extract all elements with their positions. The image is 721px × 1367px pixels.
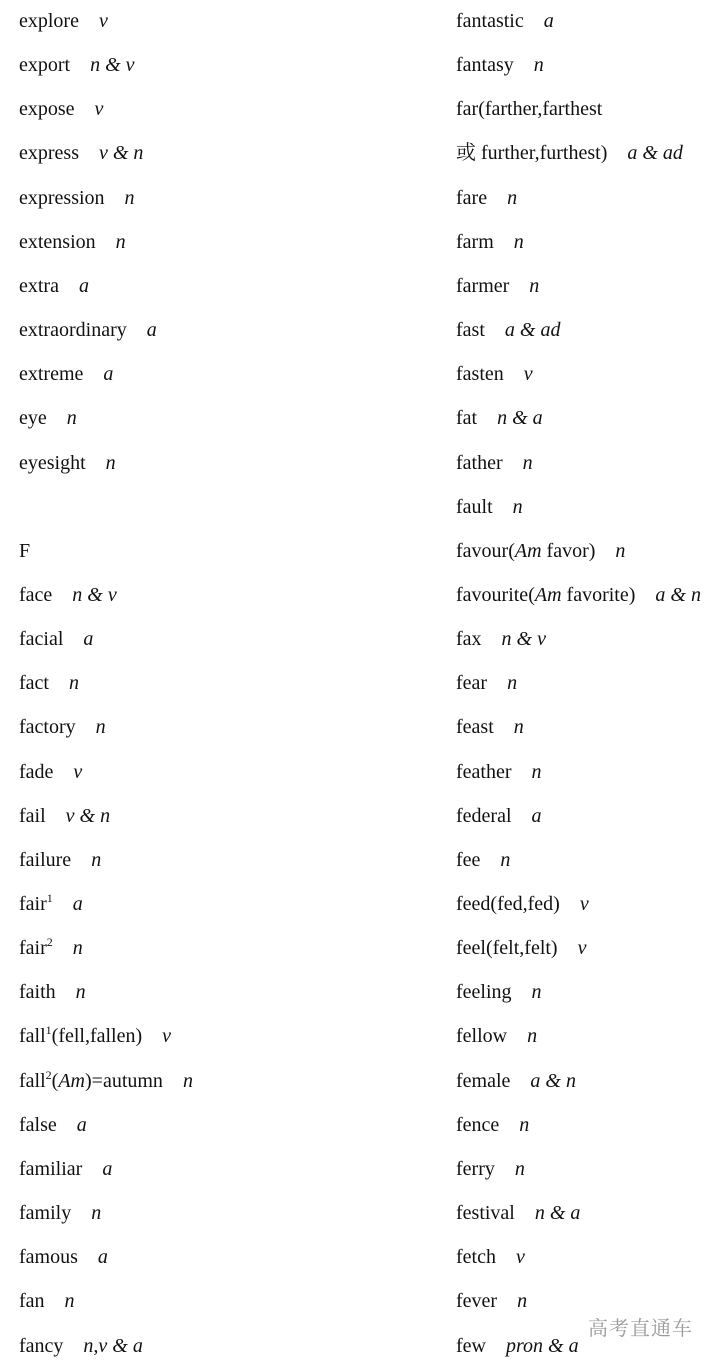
- entry-row: [19, 1154, 112, 1184]
- entry-row: [456, 536, 625, 566]
- entry-row: [19, 50, 135, 80]
- entry-row: [456, 1198, 580, 1228]
- entry-word-italic: Am: [534, 583, 562, 606]
- entry-word: [456, 1290, 497, 1312]
- entry-row: [19, 315, 157, 345]
- entry-word-text: express: [19, 142, 79, 165]
- entry-row: [456, 712, 524, 742]
- entry-part-of-speech: n: [95, 716, 106, 739]
- entry-word: [19, 716, 76, 738]
- entry-row: [456, 889, 589, 919]
- entry-part-of-speech: v & n: [65, 804, 111, 827]
- entry-word-text: few: [456, 1334, 486, 1357]
- entry-row: [456, 6, 554, 36]
- entry-word: [456, 1114, 499, 1136]
- entry-word-rest: favorite): [561, 583, 636, 606]
- entry-word: [456, 54, 514, 76]
- entry-word-text: fetch: [456, 1246, 496, 1269]
- entry-word: [456, 805, 512, 827]
- entry-row: [456, 845, 510, 875]
- entry-word: [19, 1246, 78, 1268]
- entry-row: [19, 1286, 75, 1316]
- entry-word-text: fall: [19, 1025, 46, 1048]
- entry-word-text: fever: [456, 1290, 498, 1313]
- entry-part-of-speech: a: [103, 363, 114, 386]
- entry-word-rest: favor): [541, 539, 596, 562]
- entry-word: [456, 1158, 495, 1180]
- entry-word: [19, 363, 83, 385]
- entry-superscript: 2: [46, 935, 53, 950]
- entry-row: [19, 845, 101, 875]
- entry-superscript: 1: [46, 891, 53, 905]
- entry-word: [19, 452, 86, 474]
- entry-word-text: failure: [19, 848, 72, 871]
- entry-word-text: fact: [19, 672, 49, 695]
- entry-word-text: fast: [456, 319, 485, 342]
- entry-word-text: fare: [456, 186, 488, 209]
- entry-word-text: fault: [456, 495, 493, 518]
- entry-word: [19, 937, 53, 959]
- entry-word: [456, 893, 560, 915]
- entry-word: [456, 849, 480, 871]
- entry-part-of-speech: v: [94, 98, 104, 121]
- entry-word-text: female: [456, 1069, 511, 1092]
- entry-word-italic: Am: [514, 539, 542, 562]
- entry-word: [456, 672, 487, 694]
- entry-word: [456, 981, 512, 1003]
- entry-row: [456, 271, 539, 301]
- entry-row: [19, 1331, 143, 1361]
- entry-word-text: extraordinary: [19, 319, 127, 342]
- entry-row: [19, 933, 83, 963]
- entry-part-of-speech: n: [91, 1202, 102, 1225]
- entry-word: [456, 363, 504, 385]
- entry-part-of-speech: v: [523, 363, 533, 386]
- entry-word: [456, 540, 595, 562]
- entry-part-of-speech: n & v: [72, 583, 117, 606]
- entry-part-of-speech: n: [500, 848, 511, 871]
- entry-row: [19, 138, 143, 168]
- entry-word: [19, 231, 96, 253]
- entry-part-of-speech: n: [115, 230, 126, 253]
- entry-word-text: fair: [19, 893, 47, 915]
- entry-part-of-speech: a & n: [530, 1069, 576, 1092]
- entry-part-of-speech: a & ad: [627, 142, 683, 165]
- entry-part-of-speech: a: [76, 1113, 87, 1136]
- entry-part-of-speech: n: [507, 186, 518, 209]
- entry-word: [19, 672, 49, 694]
- entry-word-text: fat: [456, 407, 478, 430]
- entry-part-of-speech: a: [543, 10, 554, 32]
- entry-word-text: fade: [19, 760, 54, 783]
- entry-word: [456, 187, 487, 209]
- entry-row: [456, 580, 701, 610]
- entry-part-of-speech: n: [531, 981, 542, 1004]
- entry-row: [456, 138, 683, 168]
- entry-word-text: facial: [19, 628, 64, 651]
- entry-row: [19, 580, 117, 610]
- entry-word-italic: Am: [58, 1069, 85, 1092]
- entry-row: [456, 977, 542, 1007]
- entry-row: [456, 359, 533, 389]
- entry-word-text: fantasy: [456, 54, 514, 77]
- entry-row: [19, 712, 106, 742]
- entry-word: [456, 142, 607, 164]
- entry-row: [19, 1021, 171, 1051]
- entry-word-text: 或 further,furthest): [456, 142, 608, 165]
- entry-word-text: famous: [19, 1246, 78, 1269]
- entry-part-of-speech: n: [66, 407, 77, 430]
- entry-part-of-speech: n: [615, 539, 626, 562]
- entry-word-text: far(farther,farthest: [456, 98, 603, 121]
- entry-part-of-speech: v & n: [98, 142, 144, 165]
- entry-word-text: faith: [19, 981, 56, 1004]
- entry-word-text: fair: [19, 937, 47, 960]
- entry-part-of-speech: v: [515, 1246, 525, 1269]
- entry-part-of-speech: n & a: [497, 407, 543, 430]
- entry-word: [19, 187, 105, 209]
- entry-word: [19, 142, 79, 164]
- entry-word-text: fall: [19, 1069, 46, 1092]
- entry-word-text: factory: [19, 716, 76, 739]
- entry-row: [456, 492, 523, 522]
- entry-word-text: fee: [456, 848, 481, 871]
- entry-part-of-speech: v: [98, 10, 108, 32]
- entry-word: [19, 1025, 142, 1047]
- entry-row: [19, 1110, 87, 1140]
- entry-part-of-speech: a & ad: [504, 319, 561, 342]
- entry-word: [19, 893, 53, 915]
- entry-part-of-speech: n: [514, 1157, 525, 1180]
- entry-word: [456, 937, 558, 959]
- entry-word: [456, 761, 512, 783]
- entry-part-of-speech: n: [75, 981, 86, 1004]
- entry-word-text: feast: [456, 716, 494, 739]
- entry-part-of-speech: a: [146, 319, 157, 342]
- entry-part-of-speech: a: [83, 628, 94, 651]
- entry-word-text: favour(: [456, 539, 515, 562]
- entry-word: [19, 1114, 57, 1136]
- entry-word: [19, 761, 53, 783]
- entry-word: [456, 628, 482, 650]
- entry-word: [456, 496, 493, 518]
- entry-word-text: fence: [456, 1113, 500, 1136]
- entry-part-of-speech: a: [72, 893, 83, 915]
- entry-word-text: fellow: [456, 1025, 508, 1048]
- entry-part-of-speech: n: [68, 672, 79, 695]
- entry-part-of-speech: n,v & a: [83, 1334, 143, 1357]
- entry-word-text: fail: [19, 804, 46, 827]
- entry-row: [19, 668, 79, 698]
- entry-word: [456, 1246, 496, 1268]
- entry-part-of-speech: a: [97, 1246, 108, 1269]
- entry-part-of-speech: v: [73, 760, 83, 783]
- entry-part-of-speech: n: [531, 760, 542, 783]
- entry-word-text: fantastic: [456, 10, 524, 32]
- entry-part-of-speech: n: [182, 1069, 193, 1092]
- entry-row: [19, 1198, 101, 1228]
- entry-row: [19, 757, 82, 787]
- entry-word-text: eye: [19, 407, 47, 430]
- entry-row: [19, 6, 108, 36]
- entry-word: [19, 1202, 71, 1224]
- entry-word-text: fancy: [19, 1334, 64, 1357]
- entry-part-of-speech: n: [91, 848, 102, 871]
- entry-word: [456, 1202, 515, 1224]
- entry-row: [456, 668, 517, 698]
- entry-row: [456, 94, 602, 124]
- entry-word: [19, 98, 75, 120]
- entry-word-text: expression: [19, 186, 105, 209]
- entry-row: [19, 1242, 108, 1272]
- entry-row: [19, 624, 93, 654]
- entry-word-text: extension: [19, 230, 96, 253]
- entry-word: [19, 319, 127, 341]
- entry-part-of-speech: v: [579, 893, 589, 915]
- entry-superscript: 2: [45, 1067, 52, 1082]
- entry-word-text: favourite(: [456, 583, 535, 606]
- entry-part-of-speech: v: [577, 937, 587, 960]
- entry-word: [19, 849, 71, 871]
- entry-word: [456, 319, 485, 341]
- entry-word: [19, 10, 79, 32]
- entry-word-text: extreme: [19, 363, 84, 386]
- entry-word-text: extra: [19, 274, 59, 297]
- entry-row: [19, 889, 83, 919]
- entry-row: [19, 536, 30, 566]
- entry-word-text: father: [456, 451, 503, 474]
- entry-row: [456, 1154, 525, 1184]
- entry-word-text: F: [19, 539, 31, 562]
- entry-row: [456, 183, 517, 213]
- entry-row: [19, 359, 113, 389]
- entry-part-of-speech: n: [105, 451, 116, 474]
- entry-row: [19, 977, 86, 1007]
- entry-word-text: feel(felt,felt): [456, 937, 558, 960]
- entry-word-rest: (fell,fallen): [51, 1025, 143, 1048]
- entry-word: [456, 1025, 507, 1047]
- entry-word-text: face: [19, 583, 53, 606]
- entry-word: [456, 407, 477, 429]
- entry-word: [19, 584, 52, 606]
- entry-row: [456, 757, 542, 787]
- entry-word: [19, 628, 63, 650]
- entry-row: [456, 1021, 537, 1051]
- entry-word-text: fasten: [456, 363, 504, 386]
- entry-word-text: fax: [456, 628, 482, 651]
- entry-word: [19, 1158, 82, 1180]
- entry-word: [456, 231, 494, 253]
- entry-part-of-speech: n: [513, 230, 524, 253]
- entry-word-rest: )=autumn: [85, 1069, 163, 1092]
- entry-word-text: expose: [19, 98, 75, 121]
- entry-word-text: explore: [19, 10, 79, 32]
- entry-row: [19, 227, 126, 257]
- entry-part-of-speech: n & v: [90, 54, 135, 77]
- entry-word: [19, 275, 59, 297]
- entry-word: [19, 54, 70, 76]
- entry-row: [456, 801, 542, 831]
- entry-row: [456, 50, 544, 80]
- entry-row: [456, 1286, 527, 1316]
- entry-part-of-speech: n: [527, 1025, 538, 1048]
- entry-part-of-speech: v: [162, 1025, 172, 1048]
- entry-part-of-speech: n: [513, 716, 524, 739]
- entry-part-of-speech: a & n: [655, 583, 701, 606]
- entry-row: [456, 227, 524, 257]
- entry-part-of-speech: n: [529, 274, 540, 297]
- entry-row: [19, 403, 77, 433]
- entry-row: [456, 1110, 529, 1140]
- entry-word: [19, 981, 56, 1003]
- entry-row: [19, 183, 135, 213]
- entry-word-text: feed(fed,fed): [456, 893, 560, 915]
- entry-word: [456, 10, 524, 32]
- entry-word-text: false: [19, 1113, 57, 1136]
- entry-word-text: export: [19, 54, 71, 77]
- entry-part-of-speech: n & a: [534, 1202, 581, 1225]
- entry-row: [456, 933, 586, 963]
- entry-word-text: feather: [456, 760, 512, 783]
- entry-word: [456, 1070, 510, 1092]
- entry-word-text: family: [19, 1202, 72, 1225]
- entry-part-of-speech: n: [522, 451, 533, 474]
- entry-word: [456, 1335, 486, 1357]
- entry-word-text: feeling: [456, 981, 512, 1004]
- entry-row: [456, 1242, 525, 1272]
- entry-word-text: festival: [456, 1202, 515, 1225]
- entry-word: [456, 275, 509, 297]
- entry-row: [456, 315, 560, 345]
- entry-row: [19, 94, 103, 124]
- entry-row: [19, 1066, 193, 1096]
- watermark: 高考直通车: [588, 1316, 693, 1340]
- entry-word-text: fan: [19, 1290, 45, 1313]
- entry-part-of-speech: n & v: [501, 628, 546, 651]
- entry-part-of-speech: n: [64, 1290, 75, 1313]
- entry-part-of-speech: n: [512, 495, 523, 518]
- entry-word: [19, 407, 47, 429]
- entry-word-text: farm: [456, 230, 494, 253]
- entry-word: [19, 1067, 163, 1092]
- entry-word-rest: (: [51, 1069, 59, 1092]
- entry-word: [19, 805, 46, 827]
- entry-row: [456, 1331, 579, 1361]
- entry-row: [456, 1066, 576, 1096]
- entry-word: [19, 1290, 45, 1312]
- entry-word: [19, 540, 30, 562]
- entry-row: [19, 271, 89, 301]
- entry-row: [456, 448, 533, 478]
- entry-word-text: farmer: [456, 274, 510, 297]
- entry-part-of-speech: a: [102, 1157, 113, 1180]
- entry-part-of-speech: n: [124, 186, 135, 209]
- entry-part-of-speech: n: [533, 54, 544, 77]
- entry-word-text: federal: [456, 804, 512, 827]
- entry-word: [19, 1335, 63, 1357]
- entry-superscript: 1: [45, 1023, 52, 1038]
- entry-part-of-speech: pron & a: [505, 1334, 579, 1357]
- entry-row: [456, 624, 546, 654]
- entry-row: [19, 801, 110, 831]
- entry-part-of-speech: n: [517, 1290, 528, 1313]
- entry-part-of-speech: a: [531, 804, 542, 827]
- entry-part-of-speech: n: [519, 1113, 530, 1136]
- entry-word-text: ferry: [456, 1157, 495, 1180]
- entry-word: [456, 452, 503, 474]
- entry-word-text: familiar: [19, 1157, 83, 1180]
- entry-part-of-speech: n: [507, 672, 518, 695]
- entry-row: [456, 403, 543, 433]
- entry-word: [456, 716, 494, 738]
- entry-word: [456, 98, 602, 120]
- entry-word: [456, 584, 635, 606]
- entry-word-text: eyesight: [19, 451, 86, 474]
- entry-part-of-speech: n: [72, 937, 83, 960]
- entry-part-of-speech: a: [78, 274, 89, 297]
- entry-word-text: fear: [456, 672, 488, 695]
- entry-row: [19, 448, 116, 478]
